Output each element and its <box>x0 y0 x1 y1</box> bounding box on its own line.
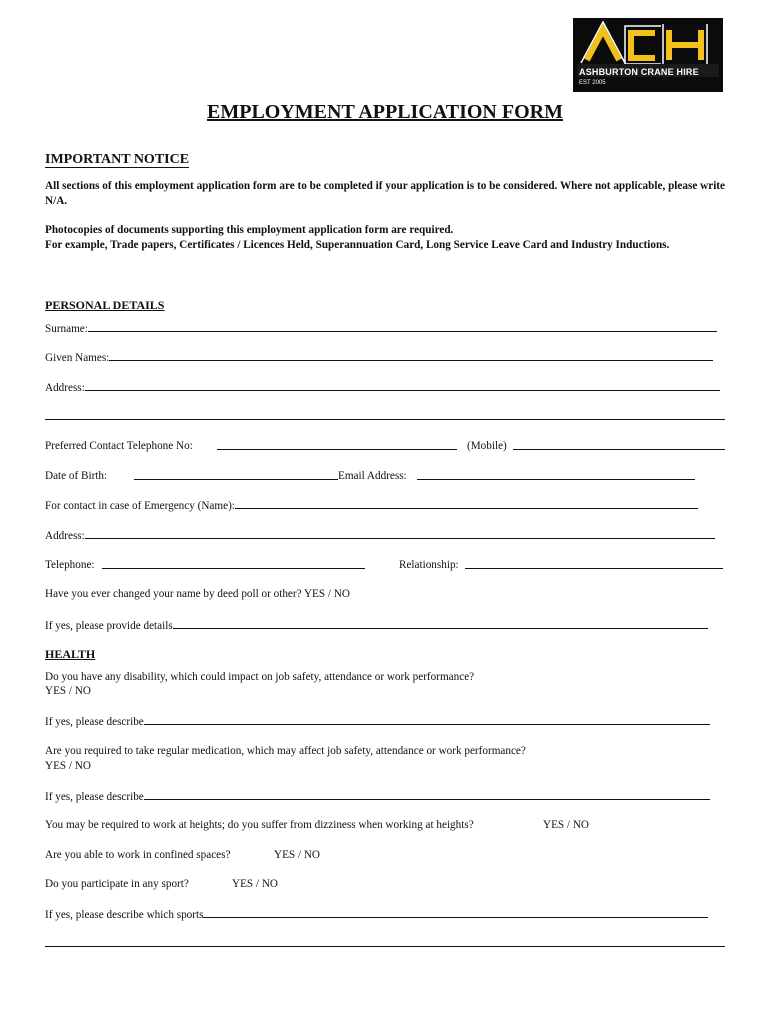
page-title: EMPLOYMENT APPLICATION FORM <box>207 101 563 123</box>
emergency-telephone-input[interactable] <box>102 558 365 569</box>
sport-field <box>45 877 725 891</box>
sports-describe-input[interactable] <box>203 907 708 918</box>
dob-input[interactable] <box>134 469 338 480</box>
name-change-question[interactable]: Have you ever changed your name by deed poll or other? YES / NO <box>45 588 350 600</box>
emergency-address-label: Address: <box>45 530 85 542</box>
medication-question: Are you required to take regular medication, which may affect job safety, attendance or work performance? <box>45 745 526 757</box>
emergency-address-field <box>45 528 725 543</box>
address-label: Address: <box>45 382 85 394</box>
heights-question: You may be required to work at heights; do you suffer from dizziness when working at heights? <box>45 819 474 831</box>
heights-field <box>45 818 725 832</box>
medication-yes-no[interactable]: YES / NO <box>45 760 91 772</box>
telephone-relationship-field <box>45 558 725 572</box>
surname-field <box>45 321 725 336</box>
personal-details-heading: PERSONAL DETAILS <box>45 298 165 312</box>
important-notice-heading: IMPORTANT NOTICE <box>45 152 190 167</box>
surname-label: Surname: <box>45 323 88 335</box>
phone-input[interactable] <box>217 439 457 450</box>
relationship-input[interactable] <box>465 558 723 569</box>
sport-question: Do you participate in any sport? <box>45 878 189 890</box>
given-names-label: Given Names: <box>45 352 110 364</box>
given-names-input[interactable] <box>109 350 713 361</box>
notice-paragraph-2-line-2: For example, Trade papers, Certificates / Licences Held, Superannuation Card, Long Service Leave Card and Industry Inductions. <box>45 239 670 251</box>
given-names-field <box>45 350 725 365</box>
confined-spaces-question: Are you able to work in confined spaces? <box>45 849 231 861</box>
disability-describe-label: If yes, please describe <box>45 716 144 728</box>
disability-yes-no[interactable]: YES / NO <box>45 685 91 697</box>
emergency-telephone-label: Telephone: <box>45 559 95 571</box>
confined-spaces-field <box>45 848 725 862</box>
relationship-label: Relationship: <box>399 559 459 571</box>
sports-describe-input-line-2[interactable] <box>45 946 725 947</box>
emergency-name-input[interactable] <box>235 498 698 509</box>
heights-yes-no[interactable]: YES / NO <box>543 819 589 831</box>
health-heading: HEALTH <box>45 647 96 661</box>
sport-yes-no[interactable]: YES / NO <box>232 878 278 890</box>
email-label: Email Address: <box>338 470 407 482</box>
notice-paragraph-1: All sections of this employment application form are to be completed if your application is to be considered. Where not applicable, please write N/A. <box>45 180 725 207</box>
name-change-details-field <box>45 618 725 633</box>
email-input[interactable] <box>417 469 695 480</box>
logo-est: EST 2005 <box>579 80 606 86</box>
dob-label: Date of Birth: <box>45 470 108 482</box>
phone-label: Preferred Contact Telephone No: <box>45 440 193 452</box>
medication-describe-field <box>45 789 725 804</box>
disability-question: Do you have any disability, which could impact on job safety, attendance or work performance? <box>45 671 475 683</box>
emergency-address-input[interactable] <box>85 528 715 539</box>
name-change-details-input[interactable] <box>173 618 708 629</box>
medication-describe-label: If yes, please describe <box>45 791 144 803</box>
name-change-details-label: If yes, please provide details <box>45 620 173 632</box>
mobile-input[interactable] <box>513 439 725 450</box>
surname-input[interactable] <box>88 321 717 332</box>
disability-describe-field <box>45 714 725 729</box>
emergency-name-field <box>45 498 725 513</box>
sports-describe-label: If yes, please describe which sports <box>45 909 204 921</box>
address-input[interactable] <box>85 380 720 391</box>
company-logo <box>573 18 723 92</box>
notice-paragraph-2 <box>45 223 725 253</box>
medication-describe-input[interactable] <box>144 789 710 800</box>
emergency-name-label: For contact in case of Emergency (Name): <box>45 500 235 512</box>
notice-paragraph-2-line-1: Photocopies of documents supporting this employment application form are required. <box>45 224 454 236</box>
address-field <box>45 380 725 395</box>
dob-email-field <box>45 469 725 483</box>
sports-describe-field <box>45 907 725 922</box>
confined-spaces-yes-no[interactable]: YES / NO <box>274 849 320 861</box>
disability-describe-input[interactable] <box>144 714 710 725</box>
phone-field <box>45 439 725 453</box>
address-input-line-2[interactable] <box>45 419 725 420</box>
logo-tagline: ASHBURTON CRANE HIRE <box>579 67 699 77</box>
mobile-label: (Mobile) <box>467 440 507 452</box>
